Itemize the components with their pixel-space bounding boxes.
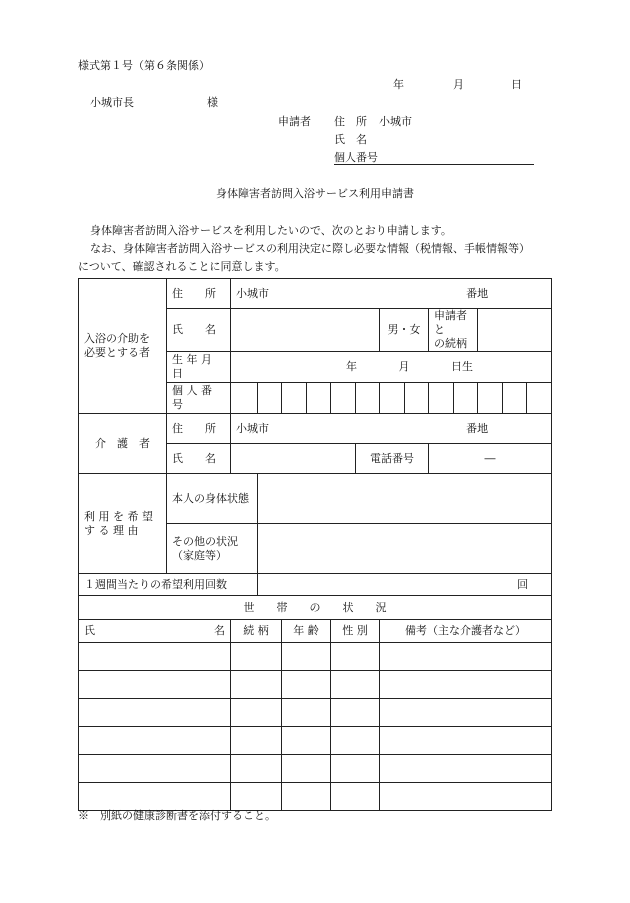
caregiver-name-label: 氏 名 xyxy=(167,444,231,474)
household-cell[interactable] xyxy=(331,755,380,783)
recipient-name-label: 氏 名 xyxy=(167,309,231,352)
caregiver-section-label: 介 護 者 xyxy=(79,414,167,474)
household-cell[interactable] xyxy=(231,727,282,755)
household-row xyxy=(79,783,552,811)
household-cell[interactable] xyxy=(331,671,380,699)
mynumber-digit-box[interactable] xyxy=(331,383,356,414)
reason-section-label: 利 用 を 希 望 す る 理 由 xyxy=(79,474,167,574)
household-col-sex: 性 別 xyxy=(331,620,380,643)
household-cell[interactable] xyxy=(380,727,552,755)
household-cell[interactable] xyxy=(282,783,331,811)
household-cell[interactable] xyxy=(380,755,552,783)
mynumber-digit-box[interactable] xyxy=(405,383,429,414)
mynumber-digit-box[interactable] xyxy=(527,383,552,414)
household-row xyxy=(79,671,552,699)
caregiver-name-field[interactable] xyxy=(231,444,356,474)
household-cell[interactable] xyxy=(231,643,282,671)
footnote: ※ 別紙の健康診断書を添付すること。 xyxy=(78,809,276,822)
household-cell[interactable] xyxy=(380,699,552,727)
household-row xyxy=(79,699,552,727)
household-cell[interactable] xyxy=(79,699,231,727)
recipient-dob-label: 生 年 月 日 xyxy=(167,352,231,383)
household-cell[interactable] xyxy=(79,671,231,699)
addressee: 小城市長 xyxy=(90,96,134,109)
other-situation-label: その他の状況 （家庭等） xyxy=(167,524,258,574)
recipient-address-label: 住 所 xyxy=(167,279,231,309)
mynumber-digit-box[interactable] xyxy=(231,383,258,414)
household-col-relation: 続 柄 xyxy=(231,620,282,643)
applicant-mynumber-underline xyxy=(334,164,534,165)
intro-line-1: 身体障害者訪問入浴サービスを利用したいので、次のとおり申請します。 xyxy=(90,224,452,237)
body-condition-label: 本人の身体状態 xyxy=(167,474,258,524)
recipient-relation-label: 申請者と の続柄 xyxy=(429,309,478,352)
household-cell[interactable] xyxy=(380,643,552,671)
applicant-mynumber-label: 個人番号 xyxy=(334,151,378,164)
recipient-dob-field[interactable]: 年 月 日生 xyxy=(231,352,552,383)
household-row xyxy=(79,755,552,783)
mynumber-digit-box[interactable] xyxy=(307,383,331,414)
application-form-table xyxy=(78,278,552,811)
mynumber-digit-box[interactable] xyxy=(282,383,307,414)
applicant-name-label: 氏 名 xyxy=(334,133,367,146)
honorific: 様 xyxy=(207,96,218,109)
date-day-label: 日 xyxy=(511,78,522,91)
household-cell[interactable] xyxy=(331,783,380,811)
mynumber-digit-box[interactable] xyxy=(503,383,527,414)
household-cell[interactable] xyxy=(231,699,282,727)
household-cell[interactable] xyxy=(331,699,380,727)
applicant-address-label: 住 所 xyxy=(334,115,367,128)
household-cell[interactable] xyxy=(282,755,331,783)
mynumber-digit-box[interactable] xyxy=(454,383,478,414)
household-col-age: 年 齢 xyxy=(282,620,331,643)
household-row xyxy=(79,727,552,755)
caregiver-phone-label: 電話番号 xyxy=(356,444,429,474)
caregiver-phone-field[interactable]: ― xyxy=(429,444,552,474)
household-cell[interactable] xyxy=(331,643,380,671)
caregiver-address-field[interactable]: 小城市 番地 xyxy=(231,414,552,444)
document-title: 身体障害者訪問入浴サービス利用申請書 xyxy=(216,187,414,200)
form-number: 様式第１号（第６条関係） xyxy=(78,59,210,72)
household-col-name: 氏 名 xyxy=(79,620,231,643)
date-month-label: 月 xyxy=(453,78,464,91)
household-cell[interactable] xyxy=(231,783,282,811)
household-cell[interactable] xyxy=(282,643,331,671)
caregiver-address-label: 住 所 xyxy=(167,414,231,444)
household-cell[interactable] xyxy=(282,727,331,755)
recipient-mynumber-label: 個 人 番 号 xyxy=(167,383,231,414)
household-row xyxy=(79,643,552,671)
recipient-relation-field[interactable] xyxy=(478,309,552,352)
body-condition-field[interactable] xyxy=(258,474,552,524)
household-cell[interactable] xyxy=(282,699,331,727)
weekly-usage-field[interactable]: 回 xyxy=(258,574,552,596)
mynumber-digit-box[interactable] xyxy=(380,383,405,414)
household-cell[interactable] xyxy=(79,727,231,755)
household-col-notes: 備考（主な介護者など） xyxy=(380,620,552,643)
mynumber-digit-box[interactable] xyxy=(429,383,454,414)
weekly-usage-label: １週間当たりの希望利用回数 xyxy=(79,574,258,596)
recipient-address-field[interactable]: 小城市 番地 xyxy=(231,279,552,309)
date-year-label: 年 xyxy=(393,78,404,91)
household-cell[interactable] xyxy=(231,671,282,699)
recipient-sex-field[interactable]: 男・女 xyxy=(380,309,429,352)
household-title: 世 帯 の 状 況 xyxy=(79,596,552,620)
household-cell[interactable] xyxy=(79,643,231,671)
household-cell[interactable] xyxy=(331,727,380,755)
recipient-section-label: 入浴の介助を 必要とする者 xyxy=(79,279,167,414)
household-cell[interactable] xyxy=(282,671,331,699)
household-cell[interactable] xyxy=(380,671,552,699)
household-cell[interactable] xyxy=(231,755,282,783)
recipient-name-field[interactable] xyxy=(231,309,380,352)
intro-line-3: について、確認されることに同意します。 xyxy=(78,260,286,273)
applicant-label: 申請者 xyxy=(278,115,311,128)
household-cell[interactable] xyxy=(380,783,552,811)
household-cell[interactable] xyxy=(79,783,231,811)
applicant-address-value: 小城市 xyxy=(379,115,412,128)
household-cell[interactable] xyxy=(79,755,231,783)
mynumber-digit-box[interactable] xyxy=(356,383,380,414)
mynumber-digit-box[interactable] xyxy=(478,383,503,414)
mynumber-digit-box[interactable] xyxy=(258,383,282,414)
other-situation-field[interactable] xyxy=(258,524,552,574)
intro-line-2: なお、身体障害者訪問入浴サービスの利用決定に際し必要な情報（税情報、手帳情報等） xyxy=(90,242,530,255)
